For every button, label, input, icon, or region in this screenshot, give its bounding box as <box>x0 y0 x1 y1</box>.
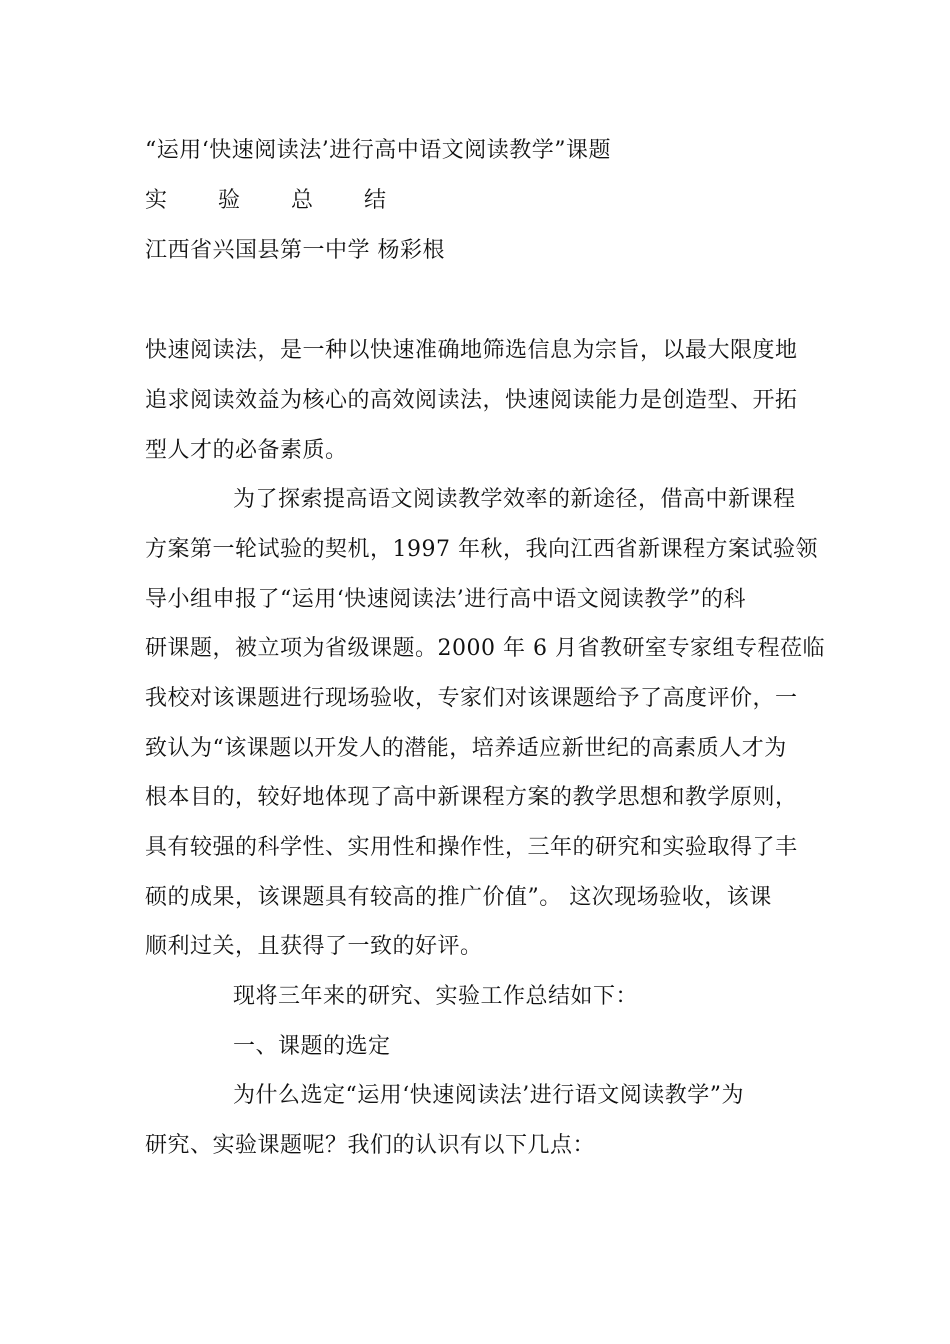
section-heading: 一、课题的选定 <box>233 1034 391 1059</box>
paragraph-line: 具有较强的科学性、实用性和操作性，三年的研究和实验取得了丰 <box>145 835 798 860</box>
paragraph-line: 追求阅读效益为核心的高效阅读法，快速阅读能力是创造型、开拓 <box>145 388 798 413</box>
paragraph-line: 致认为“该课题以开发人的潜能，培养适应新世纪的高素质人才为 <box>145 736 787 761</box>
document-subtitle: 实 验 总 结 <box>145 188 408 213</box>
paragraph-line: 研课题，被立项为省级课题。2000 年 6 月省教研室专家组专程莅临 <box>145 636 825 661</box>
paragraph-line: 型人才的必备素质。 <box>145 438 348 463</box>
paragraph-line: 快速阅读法，是一种以快速准确地筛选信息为宗旨，以最大限度地 <box>145 338 798 363</box>
paragraph-line: 研究、实验课题呢？我们的认识有以下几点： <box>145 1133 596 1158</box>
paragraph-line: 现将三年来的研究、实验工作总结如下： <box>233 984 639 1009</box>
paragraph-line: 导小组申报了“运用‘快速阅读法’进行高中语文阅读教学”的科 <box>145 587 746 612</box>
paragraph-line: 方案第一轮试验的契机，1997 年秋，我向江西省新课程方案试验领 <box>145 537 818 562</box>
paragraph-line: 我校对该课题进行现场验收，专家们对该课题给予了高度评价，一 <box>145 686 798 711</box>
paragraph-line: 硕的成果，该课题具有较高的推广价值”。 这次现场验收，该课 <box>145 885 772 910</box>
paragraph-line: 顺利过关，且获得了一致的好评。 <box>145 934 483 959</box>
paragraph-line: 为什么选定“运用‘快速阅读法’进行语文阅读教学”为 <box>233 1083 744 1108</box>
author-line: 江西省兴国县第一中学 杨彩根 <box>145 238 445 263</box>
document-title: “运用‘快速阅读法’进行高中语文阅读教学”课题 <box>145 138 611 163</box>
paragraph-line: 根本目的，较好地体现了高中新课程方案的教学思想和教学原则， <box>145 785 798 810</box>
paragraph-line: 为了探索提高语文阅读教学效率的新途径，借高中新课程 <box>233 487 796 512</box>
